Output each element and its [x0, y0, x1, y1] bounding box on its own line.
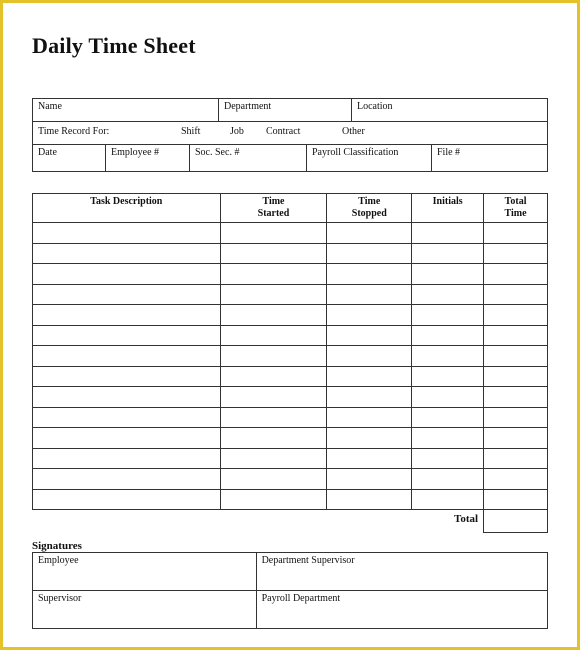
file-number-field[interactable]	[431, 145, 547, 171]
info-row-2	[32, 121, 548, 144]
date-field[interactable]	[33, 145, 105, 171]
task-description-cell[interactable]	[33, 346, 221, 367]
table-row	[33, 448, 548, 469]
initials-cell[interactable]	[412, 223, 484, 244]
total-time-cell[interactable]	[484, 448, 548, 469]
initials-cell[interactable]	[412, 366, 484, 387]
task-description-cell[interactable]	[33, 489, 221, 510]
time-started-cell[interactable]	[220, 469, 327, 490]
table-row	[33, 366, 548, 387]
total-time-cell[interactable]	[484, 469, 548, 490]
initials-cell[interactable]	[412, 284, 484, 305]
time-started-cell[interactable]	[220, 407, 327, 428]
total-time-cell[interactable]	[484, 428, 548, 449]
table-row	[33, 264, 548, 285]
time-stopped-cell[interactable]	[327, 407, 412, 428]
table-row	[33, 284, 548, 305]
time-stopped-cell[interactable]	[327, 305, 412, 326]
time-started-cell[interactable]	[220, 243, 327, 264]
initials-cell[interactable]	[412, 264, 484, 285]
initials-cell[interactable]	[412, 387, 484, 408]
table-row	[33, 305, 548, 326]
time-stopped-cell[interactable]	[327, 346, 412, 367]
initials-cell[interactable]	[412, 243, 484, 264]
time-record-for-label: Time Record For:	[38, 126, 110, 137]
table-row	[33, 469, 548, 490]
task-description-cell[interactable]	[33, 366, 221, 387]
supervisor-label: Supervisor	[38, 593, 82, 604]
employee-signature-field[interactable]	[33, 553, 257, 591]
total-row	[33, 510, 548, 533]
task-description-cell[interactable]	[33, 387, 221, 408]
table-row	[33, 346, 548, 367]
initials-cell[interactable]	[412, 428, 484, 449]
department-supervisor-label: Department Supervisor	[261, 555, 355, 566]
table-row	[33, 489, 548, 510]
total-time-cell[interactable]	[484, 305, 548, 326]
total-time-cell[interactable]	[484, 284, 548, 305]
table-row	[33, 223, 548, 244]
task-description-cell[interactable]	[33, 223, 221, 244]
initials-cell[interactable]	[412, 489, 484, 510]
table-row	[33, 428, 548, 449]
total-time-cell[interactable]	[484, 407, 548, 428]
time-stopped-cell[interactable]	[327, 264, 412, 285]
initials-cell[interactable]	[412, 407, 484, 428]
time-started-cell[interactable]	[220, 305, 327, 326]
total-time-header: Total Time	[484, 194, 548, 223]
shift-option[interactable]: Shift	[181, 126, 201, 137]
initials-header: Initials	[412, 194, 484, 223]
initials-cell[interactable]	[412, 305, 484, 326]
name-field[interactable]	[33, 99, 218, 121]
total-time-cell[interactable]	[484, 264, 548, 285]
soc-sec-field[interactable]	[189, 145, 307, 171]
time-started-cell[interactable]	[220, 325, 327, 346]
file-number-label: File #	[437, 147, 461, 158]
table-row	[33, 407, 548, 428]
time-started-cell[interactable]	[220, 387, 327, 408]
total-time-cell[interactable]	[484, 489, 548, 510]
task-description-header: Task Description	[33, 194, 221, 223]
task-description-cell[interactable]	[33, 243, 221, 264]
task-description-cell[interactable]	[33, 469, 221, 490]
time-started-cell[interactable]	[220, 366, 327, 387]
table-row	[33, 325, 548, 346]
task-description-cell[interactable]	[33, 448, 221, 469]
info-row-1	[32, 98, 548, 121]
initials-cell[interactable]	[412, 469, 484, 490]
employee-number-field[interactable]	[105, 145, 190, 171]
department-supervisor-signature-field[interactable]	[256, 553, 547, 591]
time-started-cell[interactable]	[220, 428, 327, 449]
signatures-title: Signatures	[32, 540, 82, 552]
task-description-cell[interactable]	[33, 305, 221, 326]
payroll-classification-field[interactable]	[306, 145, 432, 171]
time-stopped-cell[interactable]	[327, 489, 412, 510]
table-row	[33, 387, 548, 408]
soc-sec-label: Soc. Sec. #	[195, 147, 240, 158]
time-started-header: Time Started	[220, 194, 327, 223]
name-label: Name	[38, 101, 62, 112]
page-title: Daily Time Sheet	[32, 33, 196, 58]
time-stopped-cell[interactable]	[327, 243, 412, 264]
task-description-cell[interactable]	[33, 284, 221, 305]
other-option[interactable]: Other	[342, 126, 365, 137]
payroll-department-label: Payroll Department	[261, 593, 341, 604]
total-input[interactable]	[484, 510, 548, 533]
info-row-3	[32, 144, 548, 172]
task-description-cell[interactable]	[33, 325, 221, 346]
department-field[interactable]	[218, 99, 352, 121]
table-row	[33, 243, 548, 264]
date-label: Date	[38, 147, 57, 158]
payroll-classification-label: Payroll Classification	[312, 147, 399, 158]
employee-info-block	[32, 98, 548, 172]
initials-cell[interactable]	[412, 346, 484, 367]
task-table-header	[33, 194, 548, 223]
supervisor-signature-field[interactable]	[33, 591, 257, 629]
total-time-cell[interactable]	[484, 387, 548, 408]
time-started-cell[interactable]	[220, 264, 327, 285]
total-label: Total	[412, 510, 484, 533]
employee-signature-label: Employee	[38, 555, 79, 566]
location-label: Location	[357, 101, 393, 112]
time-started-cell[interactable]	[220, 284, 327, 305]
department-label: Department	[224, 101, 272, 112]
time-started-cell[interactable]	[220, 489, 327, 510]
job-option[interactable]: Job	[230, 126, 244, 137]
signatures-table	[32, 552, 548, 629]
total-time-cell[interactable]	[484, 243, 548, 264]
time-stopped-cell[interactable]	[327, 469, 412, 490]
time-started-cell[interactable]	[220, 223, 327, 244]
time-stopped-cell[interactable]	[327, 284, 412, 305]
time-stopped-cell[interactable]	[327, 428, 412, 449]
time-stopped-header: Time Stopped	[327, 194, 412, 223]
time-started-cell[interactable]	[220, 346, 327, 367]
payroll-department-signature-field[interactable]	[256, 591, 547, 629]
initials-cell[interactable]	[412, 325, 484, 346]
time-stopped-cell[interactable]	[327, 223, 412, 244]
task-description-cell[interactable]	[33, 264, 221, 285]
task-table-body	[33, 223, 548, 510]
task-description-cell[interactable]	[33, 407, 221, 428]
time-stopped-cell[interactable]	[327, 448, 412, 469]
time-started-cell[interactable]	[220, 448, 327, 469]
time-stopped-cell[interactable]	[327, 325, 412, 346]
location-field[interactable]	[351, 99, 547, 121]
total-time-cell[interactable]	[484, 223, 548, 244]
task-description-cell[interactable]	[33, 428, 221, 449]
total-time-cell[interactable]	[484, 366, 548, 387]
total-time-cell[interactable]	[484, 346, 548, 367]
initials-cell[interactable]	[412, 448, 484, 469]
time-stopped-cell[interactable]	[327, 366, 412, 387]
employee-number-label: Employee #	[111, 147, 160, 158]
time-stopped-cell[interactable]	[327, 387, 412, 408]
total-time-cell[interactable]	[484, 325, 548, 346]
task-table	[32, 193, 548, 533]
contract-option[interactable]: Contract	[266, 126, 301, 137]
